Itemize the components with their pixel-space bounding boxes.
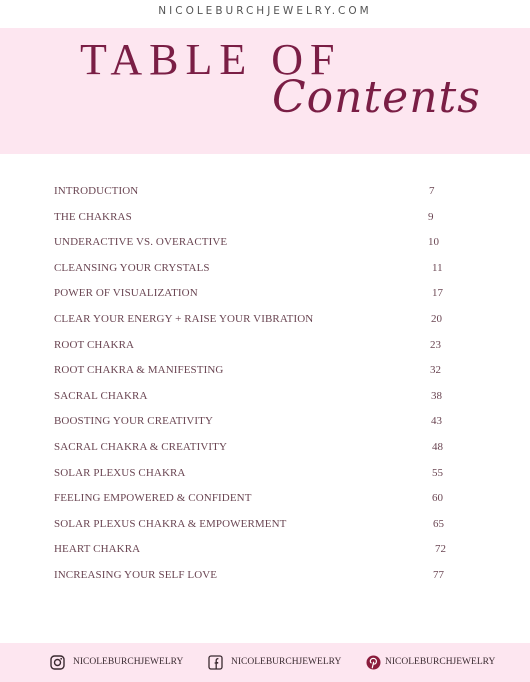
toc-label: SOLAR PLEXUS CHAKRA & EMPOWERMENT (54, 517, 287, 530)
toc-page: 11 (432, 261, 443, 274)
toc-label: INCREASING YOUR SELF LOVE (54, 568, 218, 581)
toc-row[interactable] (54, 284, 474, 310)
toc-label: SACRAL CHAKRA & CREATIVITY (54, 440, 228, 453)
toc-row[interactable] (54, 515, 474, 541)
instagram-handle: NICOLEBURCHJEWELRY (73, 657, 184, 667)
pinterest-link[interactable] (366, 654, 495, 670)
toc-row[interactable] (54, 489, 474, 515)
facebook-handle: NICOLEBURCHJEWELRY (231, 657, 342, 667)
toc-label: UNDERACTIVE VS. OVERACTIVE (54, 236, 228, 249)
toc-page: 65 (433, 517, 444, 530)
facebook-link[interactable] (208, 654, 341, 670)
toc-row[interactable] (54, 387, 474, 413)
toc-label: INTRODUCTION (54, 185, 139, 197)
toc-row[interactable] (54, 361, 474, 387)
toc-page: 23 (430, 338, 441, 351)
toc-row[interactable] (54, 412, 474, 438)
title-script: Contents (272, 72, 481, 123)
toc-label: POWER OF VISUALIZATION (54, 287, 198, 300)
toc-label: HEART CHAKRA (54, 543, 141, 556)
toc-page: 9 (428, 210, 434, 223)
table-of-contents (54, 182, 474, 592)
instagram-link[interactable] (50, 654, 183, 670)
pinterest-handle: NICOLEBURCHJEWELRY (385, 657, 496, 667)
toc-label: FEELING EMPOWERED & CONFIDENT (54, 492, 252, 505)
toc-row[interactable] (54, 464, 474, 490)
instagram-icon (50, 655, 65, 670)
toc-page: 17 (432, 287, 443, 300)
toc-label: BOOSTING YOUR CREATIVITY (54, 415, 214, 428)
toc-page: 32 (430, 364, 441, 377)
toc-row[interactable] (54, 438, 474, 464)
facebook-icon (208, 655, 223, 670)
toc-label: CLEANSING YOUR CRYSTALS (54, 261, 210, 274)
toc-row[interactable] (54, 566, 474, 592)
toc-label: THE CHAKRAS (54, 210, 132, 223)
title-main: TABLE OF (80, 35, 342, 84)
toc-page: 38 (431, 389, 442, 402)
toc-label: SOLAR PLEXUS CHAKRA (54, 466, 186, 479)
toc-label: ROOT CHAKRA (54, 338, 135, 351)
toc-row[interactable] (54, 233, 474, 259)
toc-page: 43 (431, 415, 442, 428)
toc-page: 48 (432, 440, 443, 453)
toc-label: CLEAR YOUR ENERGY + RAISE YOUR VIBRATION (54, 312, 314, 325)
toc-label: ROOT CHAKRA & MANIFESTING (54, 364, 224, 377)
site-url[interactable]: NICOLEBURCHJEWELRY.COM (158, 5, 372, 17)
toc-row[interactable] (54, 208, 474, 234)
toc-row[interactable] (54, 182, 474, 208)
toc-row[interactable] (54, 540, 474, 566)
toc-page: 77 (433, 568, 444, 581)
toc-row[interactable] (54, 336, 474, 362)
toc-page: 10 (428, 236, 439, 249)
toc-page: 60 (432, 492, 443, 505)
toc-page: 55 (432, 466, 443, 479)
toc-page: 72 (435, 543, 446, 556)
pinterest-icon (366, 655, 381, 670)
toc-page: 20 (431, 312, 442, 325)
toc-page: 7 (429, 185, 435, 197)
toc-row[interactable] (54, 310, 474, 336)
toc-label: SACRAL CHAKRA (54, 389, 148, 402)
toc-row[interactable] (54, 259, 474, 285)
